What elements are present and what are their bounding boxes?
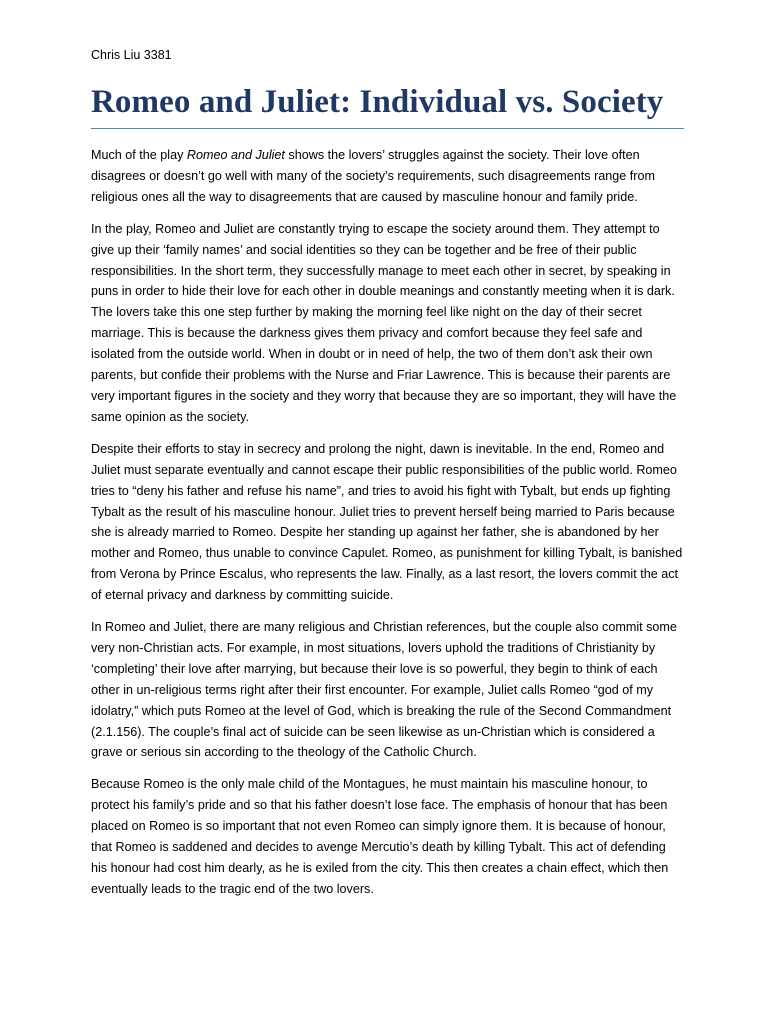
- document-title: Romeo and Juliet: Individual vs. Society: [91, 82, 684, 129]
- author-line: Chris Liu 3381: [91, 48, 172, 62]
- paragraph-4: In Romeo and Juliet, there are many religious and Christian references, but the couple also commit some very non-Christian acts. For example, in most situations, lovers uphold the traditions of Christianity by ‘completing’ their love after marrying, but because their love is so powerful, they begin to think of each other in un-religious terms right after their first encounter. For example, Juliet calls Romeo “god of my idolatry,” which puts Romeo at the level of God, which is breaking the rule of the Second Commandment (2.1.156). The couple’s final act of suicide can be seen likewise as un-Christian which is considered a grave or serious sin according to the theology of the Catholic Church.: [91, 620, 677, 760]
- paragraph-3: Despite their efforts to stay in secrecy and prolong the night, dawn is inevitable. In the end, Romeo and Juliet must separate eventually and cannot escape their public responsibilities of the public world. Romeo tries to “deny his father and refuse his name”, and tries to avoid his fight with Tybalt, but ends up fighting Tybalt as the result of his masculine honour. Juliet tries to prevent herself being married to Paris because she is already married to Romeo. Despite her standing up against her father, she is abandoned by her mother and Romeo, thus unable to convince Capulet. Romeo, as punishment for killing Tybalt, is banished from Verona by Prince Escalus, who represents the law. Finally, as a last resort, the lovers commit the act of eternal privacy and darkness by committing suicide.: [91, 441, 683, 603]
- paragraph-1-after: shows the lovers’ struggles against the society. Their love often disagrees or doesn’t go well with many of the society’s requirements, such disagreements range from religious ones all the way to disagreements that are caused by masculine honour and family pride.: [91, 148, 655, 204]
- paragraph-2: In the play, Romeo and Juliet are constantly trying to escape the society around them. They attempt to give up their ‘family names’ and social identities so they can be together and be free of their public responsibilities. In the short term, they successfully manage to meet each other in secret, by speaking in puns in order to hide their love for each other in double meanings and constantly meeting when it is dark. The lovers take this one step further by making the morning feel like night on the day of their secret marriage. This is because the darkness gives them privacy and comfort because they feel safe and isolated from the outside world. When in doubt or in need of help, the two of them don’t ask their own parents, but confide their problems with the Nurse and Friar Lawrence. This is because their parents are very important figures in the society and they worry that because they are so important, they will have the same opinion as the society.: [91, 221, 677, 424]
- paragraph-5: Because Romeo is the only male child of the Montagues, he must maintain his masculine honour, to protect his family’s pride and so that his father doesn’t lose face. The emphasis of honour that has been placed on Romeo is so important that not even Romeo can simply ignore them. It is because of honour, that Romeo is saddened and decides to avenge Mercutio’s death by killing Tybalt. This act of defending his honour had cost him dearly, as he is exiled from the city. This then creates a chain effect, which then eventually leads to the tragic end of the two lovers.: [91, 777, 669, 896]
- paragraph-1-before: Much of the play: [91, 148, 187, 162]
- document-body: [91, 145, 684, 900]
- paragraph-1: [91, 145, 684, 208]
- play-title-italic: Romeo and Juliet: [186, 148, 285, 162]
